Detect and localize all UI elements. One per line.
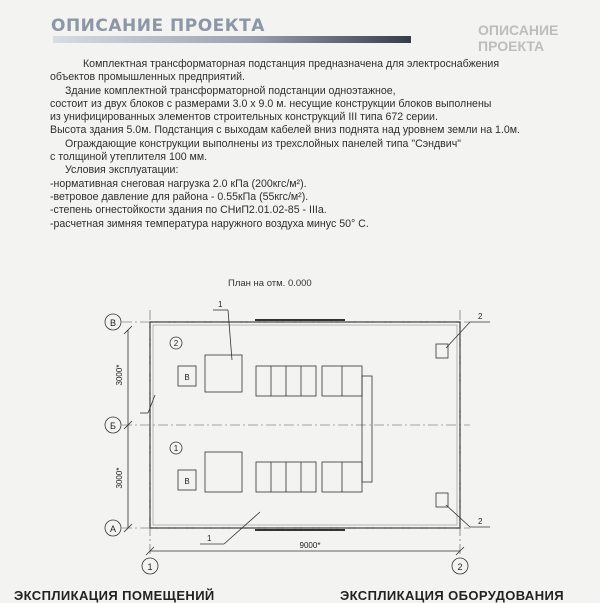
dimension-label-upper: 3000* <box>115 364 124 386</box>
cable-box-upper <box>436 344 448 358</box>
room-number: 1 <box>173 444 179 453</box>
description-line: Здание комплектной трансформаторной подстанции одноэтажное, <box>65 84 396 97</box>
transformer-unit <box>205 452 242 492</box>
column-axis-markers <box>142 558 468 574</box>
description-line: Комплектная трансформаторная подстанция предназначена для электроснабжения <box>83 58 500 70</box>
description-line: Высота здания 5.0м. Подстанция с выходам кабелей вниз поднята над уровнем земли на 1.0м. <box>50 124 521 137</box>
axis-label-v: В <box>109 318 117 328</box>
dimension-label-width: 9000* <box>299 541 321 550</box>
room-1 <box>170 442 362 492</box>
description-line: объектов промышленных предприятий. <box>50 71 245 84</box>
description-line: -расчетная зимняя температура наружного воздуха минус 50° С. <box>50 217 369 230</box>
axis-label-1: 1 <box>147 562 153 572</box>
axis-label-b: Б <box>110 421 116 431</box>
transformer-unit <box>205 355 242 392</box>
leader-label: 1 <box>218 300 223 309</box>
cabinet-label: В <box>184 477 190 486</box>
description-line: состоит из двух блоков с размерами 3.0 х 9.0 м. несущие конструкции блоков выполнены <box>50 97 492 110</box>
dimension-label-lower: 3000* <box>115 467 124 489</box>
bleed-through-title: ОПИСАНИЕ ПРОЕКТА <box>478 22 559 54</box>
description-line: Условия эксплуатации: <box>65 164 179 177</box>
room-2 <box>170 337 362 396</box>
description-line: -нормативная снеговая нагрузка 2.0 кПа (200кгс/м²). <box>50 177 307 190</box>
description-line: Ограждающие конструкции выполнены из трехслойных панелей типа "Сэндвич" <box>65 137 462 150</box>
room-number: 2 <box>173 339 179 348</box>
footer-rooms-heading: ЭКСПЛИКАЦИЯ ПОМЕЩЕНИЙ <box>14 588 215 603</box>
vertical-dimension <box>115 326 132 532</box>
page-title: ОПИСАНИЕ ПРОЕКТА <box>51 16 265 36</box>
footer-equipment-heading: ЭКСПЛИКАЦИЯ ОБОРУДОВАНИЯ <box>340 588 564 603</box>
horizontal-dimension <box>146 541 464 555</box>
description-line: с толщиной утеплителя 100 мм. <box>50 151 208 164</box>
cabinet-label: В <box>184 373 190 382</box>
axis-label-a: А <box>109 524 117 534</box>
leader-label: 2 <box>478 517 483 526</box>
plan-title: План на отм. 0.000 <box>228 278 312 289</box>
description-line: -степень огнестойкости здания по СНиП2.01.02-85 - IIIа. <box>50 204 327 217</box>
busbar <box>362 376 372 482</box>
leader-label: 1 <box>207 534 212 543</box>
row-axis-markers <box>105 314 121 536</box>
axis-label-2: 2 <box>457 562 463 572</box>
description-line: -ветровое давление для района - 0.55кПа (55кгс/м²). <box>50 190 309 203</box>
description-line: из унифицированных элементов строительных конструкций III типа 672 серии. <box>50 111 438 124</box>
leader-label: 2 <box>478 312 483 321</box>
